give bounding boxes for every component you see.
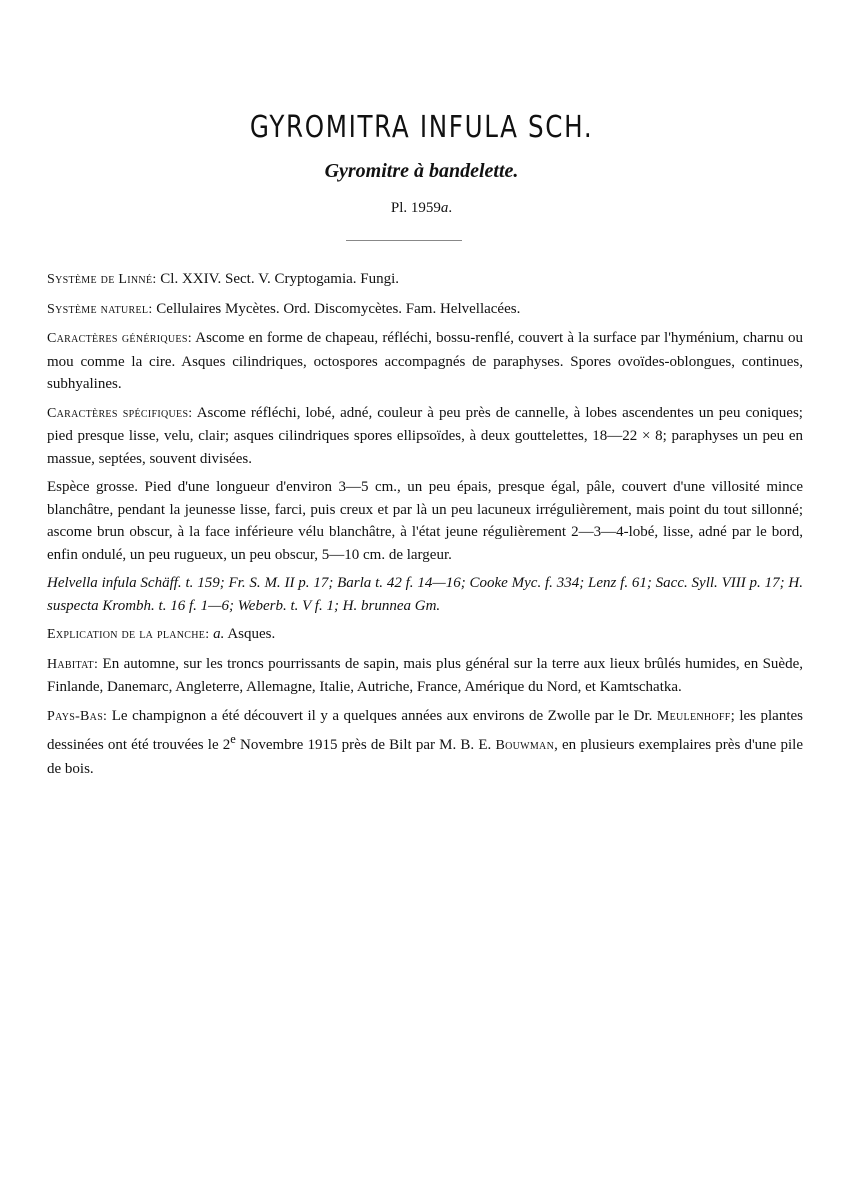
section-letter-explication: a.	[209, 626, 225, 642]
section-text-paysbas-2: ; les plantes dessinées ont été trouvées le 2	[47, 707, 803, 753]
section-specifiques	[47, 402, 803, 471]
section-text-generiques: Ascome en forme de chapeau, réfléchi, bossu-renflé, couvert à la surface par l'hyménium, charnu ou mou comme la cire. Asques cilindriques, octospores accompagnés de paraphyses. Spores ovoïdes-oblongues, continues, subhyalines.	[47, 330, 803, 392]
section-text-habitat: En automne, sur les troncs pourrissants de sapin, mais plus général sur la terre aux lieux brûlés humides, en Suède, Finlande, Danemarc, Angleterre, Allemagne, Italie, Autriche, France, Amérique du Nord, et Kamtschatka.	[47, 655, 803, 695]
section-generiques	[47, 327, 803, 396]
section-linne	[47, 268, 803, 292]
section-text-explication: Asques.	[224, 626, 276, 642]
section-explication	[47, 623, 803, 647]
section-espece	[47, 476, 803, 566]
section-text-paysbas-1: Le champignon a été découvert il y a quelques années aux environs de Zwolle par le Dr.	[107, 707, 657, 724]
species-common-name: Gyromitre à bandelette.	[324, 160, 519, 182]
person-name-bouwman: Bouwman	[495, 738, 555, 753]
section-label-linne: Système de Linné:	[47, 272, 157, 287]
section-text-linne: Cl. XXIV. Sect. V. Cryptogamia. Fungi.	[156, 271, 400, 287]
section-text-paysbas-3: Novembre 1915 près de Bilt par M. B. E.	[235, 737, 496, 753]
section-label-specifiques: Caractères spécifiques:	[47, 405, 193, 421]
species-title: GYROMITRA INFULA SCH.	[249, 110, 594, 145]
section-label-explication: Explication de la planche:	[47, 627, 210, 642]
plate-suffix: a	[440, 200, 449, 216]
person-name-meulenhoff: Meulenhoff	[656, 708, 731, 724]
section-text-references: Helvella infula Schäff. t. 159; Fr. S. M. II p. 17; Barla t. 42 f. 14—16; Cooke Myc. f. 334; Lenz f. 61; Sacc. Syll. VIII p. 17; H. suspecta Krombh. t. 16 f. 1—6; Weberb. t. V f. 1; H. brunnea Gm.	[47, 575, 803, 614]
section-label-paysbas: Pays-Bas:	[47, 708, 108, 724]
title-divider	[346, 240, 462, 241]
section-label-naturel: Système naturel:	[47, 301, 153, 317]
section-label-habitat: Habitat:	[47, 656, 99, 672]
section-text-paysbas-4: , en plusieurs exemplaires près d'une pile de bois.	[47, 737, 803, 777]
section-text-specifiques: Ascome réfléchi, lobé, adné, couleur à peu près de cannelle, à lobes ascendentes un peu coniques; pied presque lisse, velu, clair; asques cilindriques spores ellipsoïdes, à deux gouttelettes, 18—22 × 8; paraphyses un peu en massue, septées, souvent divisées.	[47, 404, 803, 467]
plate-number	[0, 200, 843, 217]
description-body	[47, 268, 803, 786]
section-naturel	[47, 298, 803, 322]
section-label-generiques: Caractères génériques:	[47, 331, 192, 346]
section-text-espece: Espèce grosse. Pied d'une longueur d'environ 3—5 cm., un peu épais, presque égal, pâle, couvert d'une villosité mince blanchâtre, pendant la jeunesse lisse, farci, puis creux et par là un peu lacuneux irrégulièrement, mais point du tout sillonné; ascome brun obscur, à la face inférieure vélu blanchâtre, à l'état jeune régulièrement 2—3—4-lobé, lisse, adné par le bord, enfin ondulé, un peu rugueux, un peu obscur, 5—10 cm. de largeur.	[47, 479, 803, 563]
section-habitat	[47, 653, 803, 699]
plate-end: .	[448, 200, 453, 216]
plate-prefix: Pl. 1959	[390, 200, 441, 216]
ordinal-suffix: e	[230, 732, 236, 746]
section-references	[47, 572, 803, 617]
section-text-naturel: Cellulaires Mycètes. Ord. Discomycètes. Fam. Helvellacées.	[152, 300, 521, 317]
section-paysbas	[47, 705, 803, 781]
